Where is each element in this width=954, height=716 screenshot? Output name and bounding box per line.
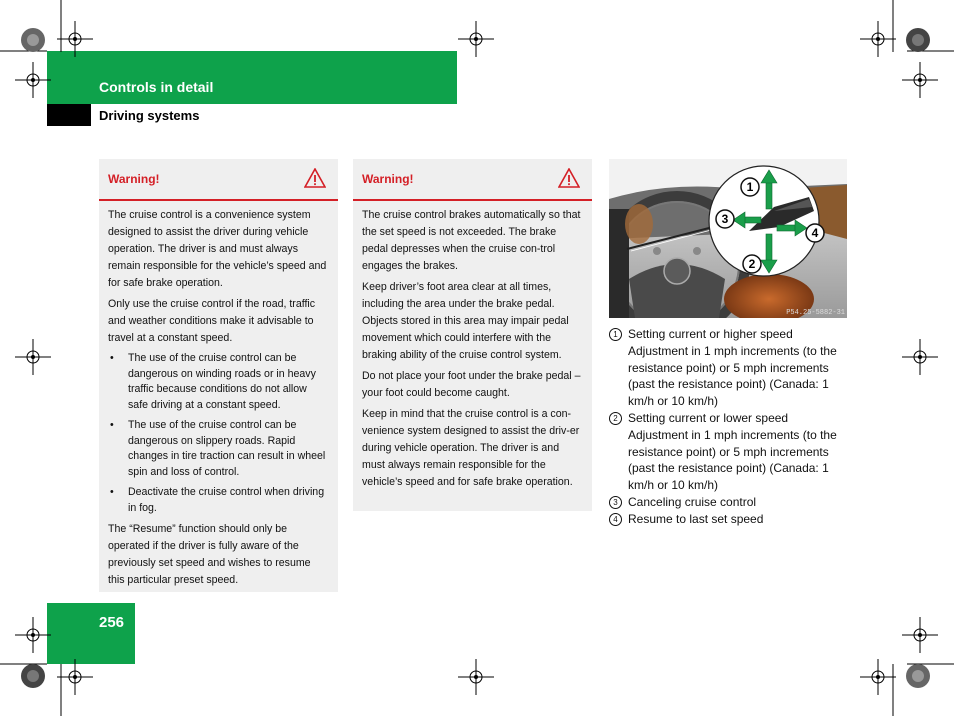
- registration-target-icon: [15, 21, 938, 695]
- callout-number: 4: [609, 513, 622, 526]
- subsection-title: Driving systems: [99, 108, 200, 123]
- warning-bullet: • Deactivate the cruise control when driving in fog.: [108, 485, 329, 516]
- warning-paragraph: The cruise control is a convenience system designed to assist the driver during vehicle operation. The driver is and must always remain responsible for the vehicle’s speed and for safe brake operation.: [108, 209, 327, 289]
- legend-title: Resume to last set speed: [628, 511, 764, 526]
- warning-paragraph: Keep driver’s foot area clear at all times, including the area under the brake pedal. Objects stored in this area may impair pedal movement which could interfere with the braking ability of the cruise control system.: [362, 281, 569, 361]
- legend-title: Setting current or higher speed: [628, 327, 793, 341]
- warning-paragraph: The cruise control brakes automatically so that the set speed is not exceeded. The brake pedal depresses when the cruise con-trol engages the brakes.: [362, 209, 581, 272]
- registration-target-icon: [31, 37, 922, 679]
- warning-bullet: • The use of the cruise control can be dangerous on winding roads or in heavy traffic because conditions do not allow safe driving at a constant speed.: [108, 351, 329, 413]
- warning-title: Warning!: [108, 172, 160, 186]
- svg-text:1: 1: [746, 180, 754, 194]
- svg-text:4: 4: [811, 226, 819, 240]
- callout-number: 2: [609, 412, 622, 425]
- legend-title: Canceling cruise control: [628, 494, 757, 509]
- page-number: 256: [99, 614, 125, 631]
- warning-bullet: • The use of the cruise control can be dangerous on slippery roads. Rapid changes in tire traction can result in wheel spin and loss of control.: [108, 418, 329, 480]
- svg-text:2: 2: [748, 257, 756, 271]
- legend-title: Setting current or lower speed: [628, 410, 789, 425]
- legend-detail: Adjustment in 1 mph increments (to the resistance point) or 5 mph increments (past the resistance point) (Canada: 1 km/h or 10 km/h): [628, 343, 837, 409]
- warning-paragraph: Keep in mind that the cruise control is a con-venience system designed to assist the driv-er during vehicle operation. The driver is and must always remain responsible for the vehicle’s speed and for safe brake operation.: [362, 408, 580, 488]
- figure-code: P54.25-5882-31: [786, 309, 845, 317]
- callout-number: 3: [609, 496, 622, 509]
- callout-number: 1: [609, 328, 622, 341]
- warning-paragraph: Only use the cruise control if the road, traffic and weather conditions make it advisable to travel at a constant speed.: [108, 298, 316, 344]
- warning-title: Warning!: [362, 172, 414, 186]
- legend-detail: Adjustment in 1 mph increments (to the resistance point) or 5 mph increments (past the resistance point) (Canada: 1 km/h or 10 km/h): [628, 427, 837, 493]
- warning-paragraph: The “Resume” function should only be operated if the driver is fully aware of the previously set speed and wishes to resume this particular preset speed.: [108, 523, 311, 586]
- svg-text:3: 3: [721, 212, 729, 226]
- section-title: Controls in detail: [99, 79, 214, 95]
- warning-paragraph: Do not place your foot under the brake pedal – your foot could become caught.: [362, 370, 581, 399]
- crop-mark-icon: [21, 28, 930, 688]
